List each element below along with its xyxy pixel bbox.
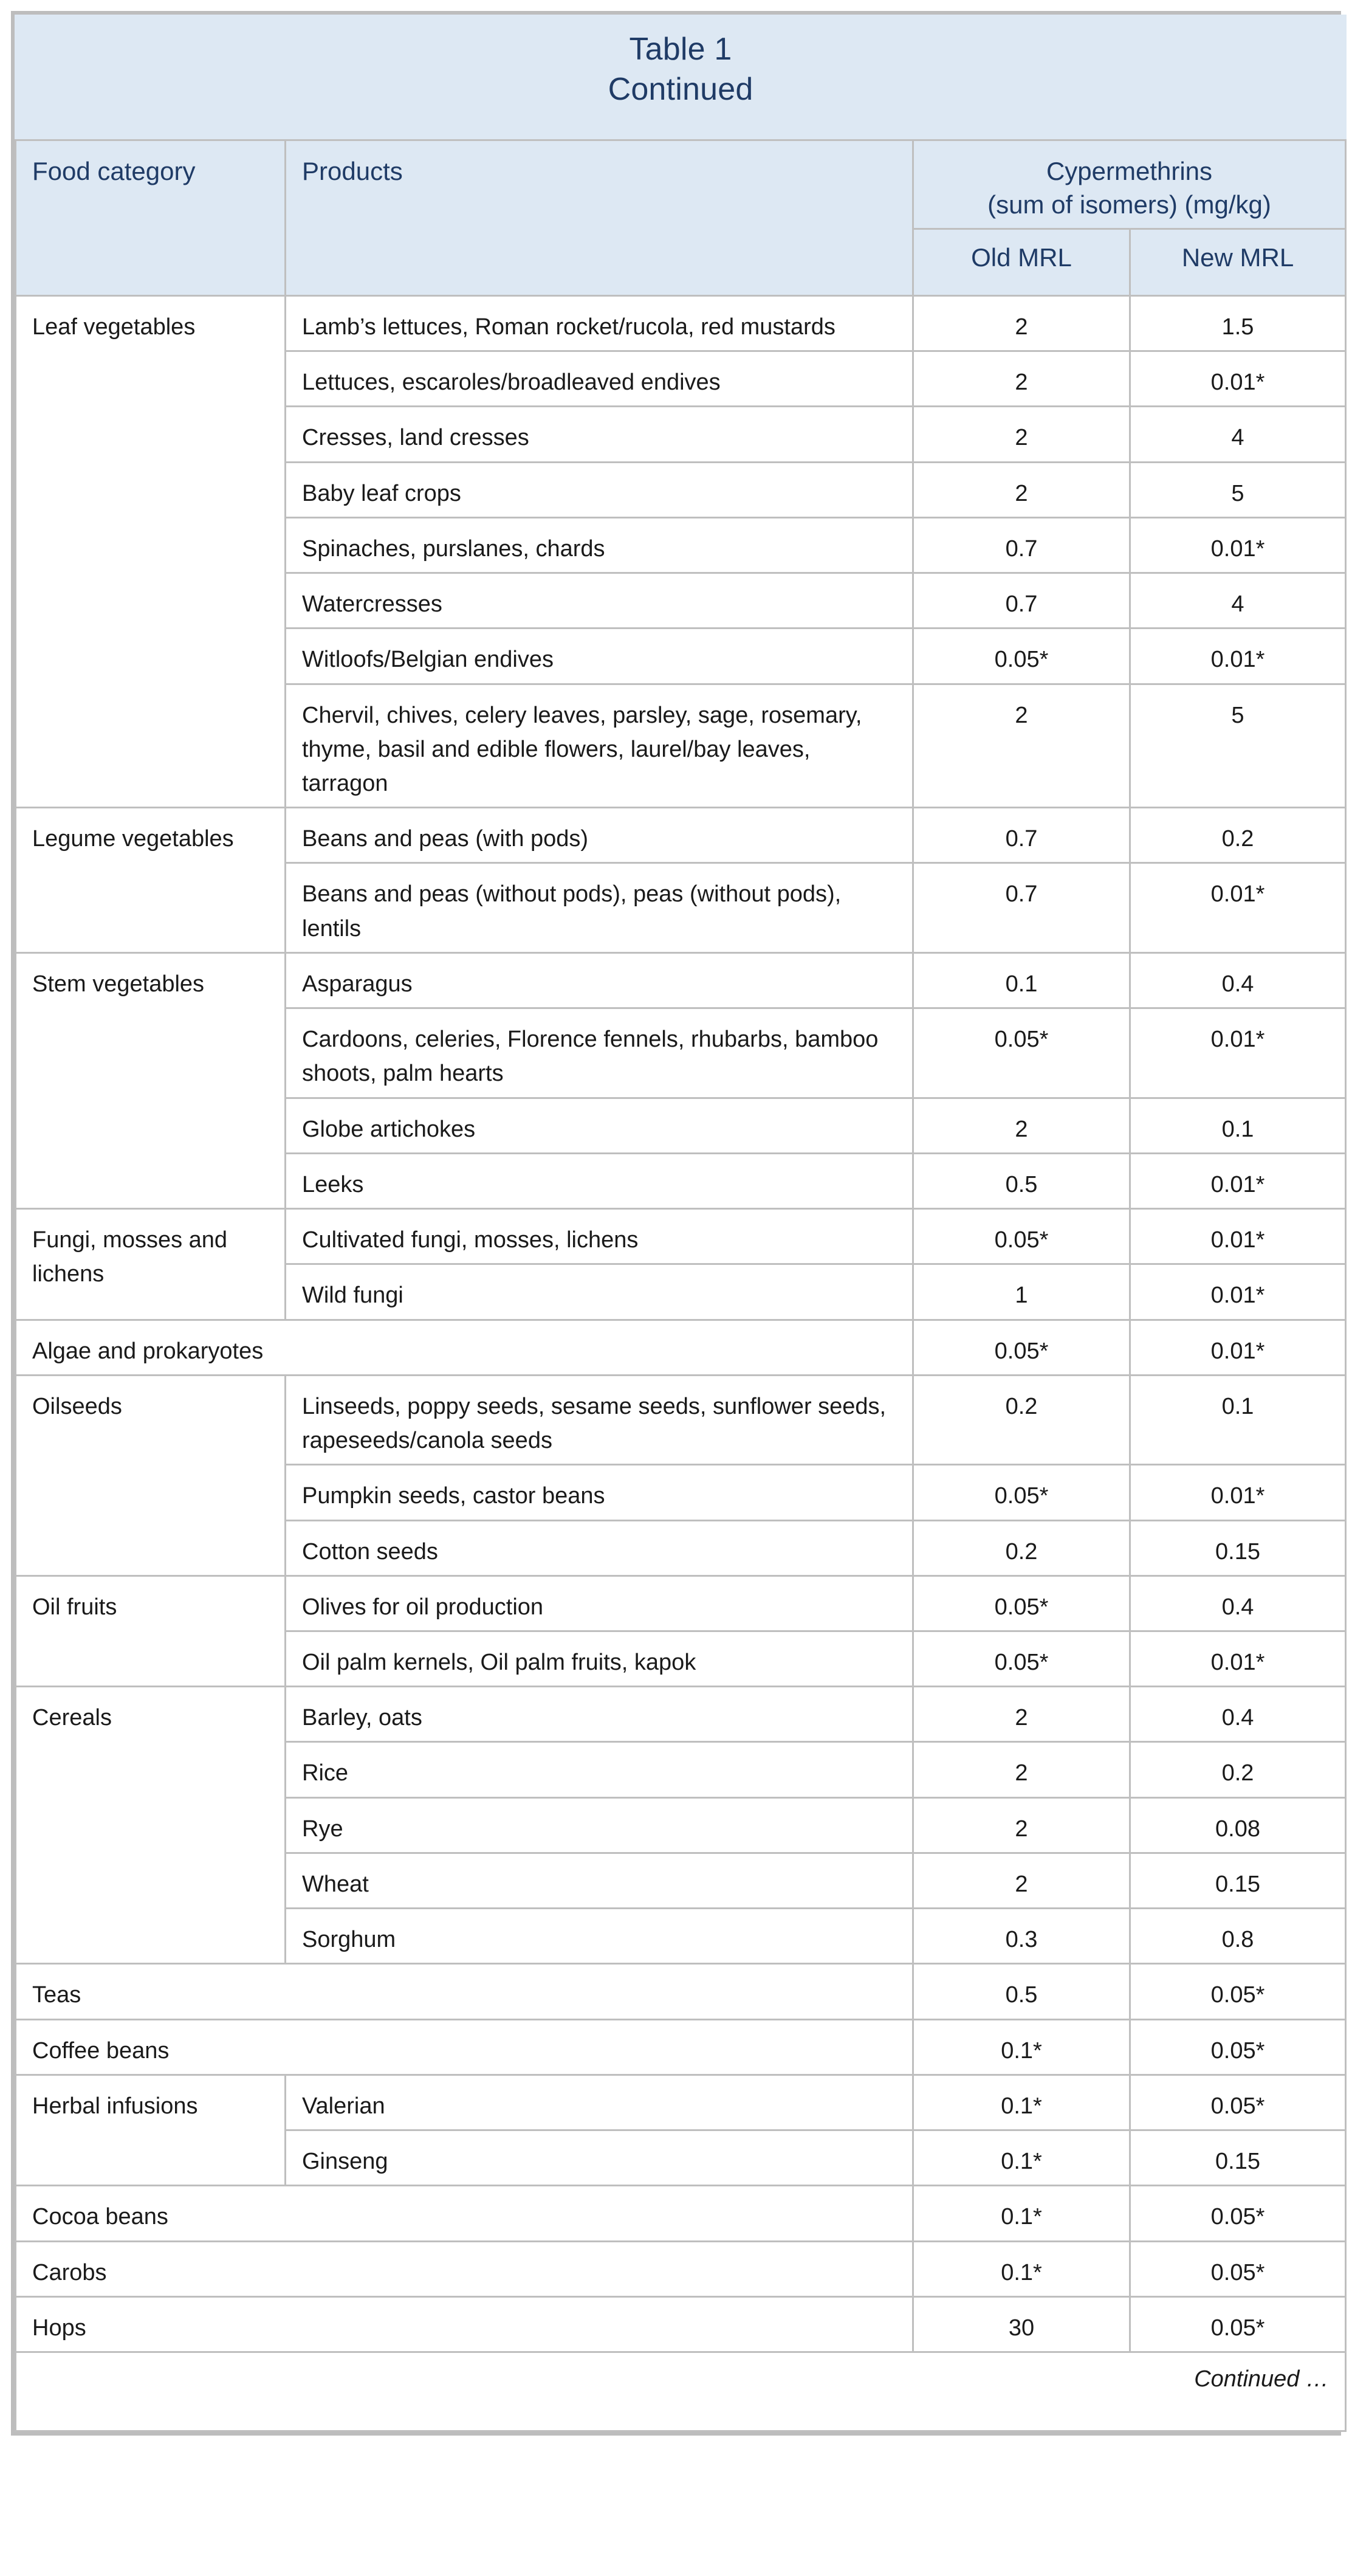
cell-old-mrl: 0.1*	[913, 2075, 1130, 2130]
cell-food-category: Leaf vegetables	[16, 295, 286, 807]
cell-product: Wheat	[286, 1853, 913, 1908]
table-row	[16, 1209, 1346, 1264]
cell-old-mrl: 0.3	[913, 1909, 1130, 1964]
cell-product: Beans and peas (without pods), peas (without pods), lentils	[286, 863, 913, 952]
table-title: Table 1	[629, 32, 732, 67]
cell-new-mrl: 0.2	[1130, 808, 1346, 863]
cell-old-mrl: 30	[913, 2296, 1130, 2352]
cell-new-mrl: 0.01*	[1130, 1209, 1346, 1264]
cell-old-mrl: 0.1	[913, 952, 1130, 1008]
cell-old-mrl: 2	[913, 407, 1130, 462]
cell-product: Valerian	[286, 2075, 913, 2130]
cell-old-mrl: 2	[913, 1853, 1130, 1908]
column-header-new-mrl: New MRL	[1130, 229, 1346, 295]
cell-product: Sorghum	[286, 1909, 913, 1964]
cell-new-mrl: 0.05*	[1130, 2186, 1346, 2241]
cell-new-mrl: 0.15	[1130, 1520, 1346, 1576]
table-row	[16, 2186, 1346, 2241]
cell-food-category: Oilseeds	[16, 1375, 286, 1576]
cell-new-mrl: 0.01*	[1130, 1264, 1346, 1320]
cell-food-category: Algae and prokaryotes	[16, 1320, 913, 1375]
cell-product: Asparagus	[286, 952, 913, 1008]
cell-old-mrl: 2	[913, 462, 1130, 517]
cell-product: Leeks	[286, 1153, 913, 1208]
cell-new-mrl: 0.05*	[1130, 2296, 1346, 2352]
cell-food-category: Stem vegetables	[16, 952, 286, 1208]
cell-product: Ginseng	[286, 2130, 913, 2186]
cell-new-mrl: 5	[1130, 462, 1346, 517]
cell-new-mrl: 0.01*	[1130, 1153, 1346, 1208]
cell-food-category: Legume vegetables	[16, 808, 286, 953]
column-header-food-category: Food category	[16, 140, 286, 296]
title-row	[16, 16, 1346, 140]
cell-old-mrl: 1	[913, 1264, 1130, 1320]
cell-old-mrl: 0.1*	[913, 2130, 1130, 2186]
cell-new-mrl: 0.01*	[1130, 1320, 1346, 1375]
cell-old-mrl: 2	[913, 351, 1130, 407]
table-footer	[16, 2352, 1346, 2431]
table-subtitle: Continued	[608, 71, 753, 107]
table-body	[16, 295, 1346, 2352]
column-header-old-mrl: Old MRL	[913, 229, 1130, 295]
table-container	[11, 11, 1341, 2436]
column-header-products: Products	[286, 140, 913, 296]
table-row	[16, 1375, 1346, 1464]
cell-new-mrl: 0.15	[1130, 2130, 1346, 2186]
cell-product: Barley, oats	[286, 1687, 913, 1742]
cell-old-mrl: 0.05*	[913, 1631, 1130, 1686]
cell-product: Baby leaf crops	[286, 462, 913, 517]
cell-old-mrl: 2	[913, 684, 1130, 808]
table-row	[16, 1576, 1346, 1631]
cell-new-mrl: 0.08	[1130, 1797, 1346, 1853]
cell-product: Rye	[286, 1797, 913, 1853]
cell-old-mrl: 2	[913, 1098, 1130, 1153]
cell-product: Watercresses	[286, 573, 913, 629]
cell-old-mrl: 0.7	[913, 517, 1130, 573]
cell-new-mrl: 0.05*	[1130, 2075, 1346, 2130]
cell-old-mrl: 0.7	[913, 808, 1130, 863]
cell-product: Cotton seeds	[286, 1520, 913, 1576]
cell-old-mrl: 0.1*	[913, 2186, 1130, 2241]
table-header	[16, 16, 1346, 296]
cell-old-mrl: 2	[913, 1687, 1130, 1742]
cell-old-mrl: 0.5	[913, 1964, 1130, 2019]
cell-product: Chervil, chives, celery leaves, parsley, sage, rosemary, thyme, basil and edible flowers, laurel/bay leaves, tarragon	[286, 684, 913, 808]
cell-new-mrl: 0.05*	[1130, 1964, 1346, 2019]
cell-old-mrl: 0.7	[913, 573, 1130, 629]
cell-product: Cultivated fungi, mosses, lichens	[286, 1209, 913, 1264]
column-header-analyte	[913, 140, 1346, 229]
continued-note: Continued …	[16, 2352, 1346, 2431]
cell-old-mrl: 0.5	[913, 1153, 1130, 1208]
cell-new-mrl: 0.01*	[1130, 1631, 1346, 1686]
footer-row	[16, 2352, 1346, 2431]
cell-new-mrl: 0.01*	[1130, 1008, 1346, 1098]
cell-new-mrl: 0.05*	[1130, 2019, 1346, 2075]
cell-old-mrl: 2	[913, 1797, 1130, 1853]
cell-old-mrl: 0.1*	[913, 2019, 1130, 2075]
cell-new-mrl: 0.05*	[1130, 2241, 1346, 2296]
cell-new-mrl: 1.5	[1130, 295, 1346, 351]
table-row	[16, 952, 1346, 1008]
cell-old-mrl: 0.05*	[913, 1008, 1130, 1098]
cell-product: Cresses, land cresses	[286, 407, 913, 462]
cell-new-mrl: 0.01*	[1130, 517, 1346, 573]
table-row	[16, 2241, 1346, 2296]
cell-product: Lamb’s lettuces, Roman rocket/rucola, red mustards	[286, 295, 913, 351]
cell-product: Linseeds, poppy seeds, sesame seeds, sunflower seeds, rapeseeds/canola seeds	[286, 1375, 913, 1464]
mrl-table	[15, 15, 1347, 2432]
cell-new-mrl: 4	[1130, 407, 1346, 462]
cell-food-category: Carobs	[16, 2241, 913, 2296]
cell-new-mrl: 0.01*	[1130, 629, 1346, 684]
cell-old-mrl: 0.2	[913, 1375, 1130, 1464]
cell-food-category: Herbal infusions	[16, 2075, 286, 2185]
cell-food-category: Fungi, mosses and lichens	[16, 1209, 286, 1320]
cell-new-mrl: 0.01*	[1130, 1465, 1346, 1520]
cell-product: Lettuces, escaroles/broadleaved endives	[286, 351, 913, 407]
table-row	[16, 1687, 1346, 1742]
header-row-top	[16, 140, 1346, 229]
cell-old-mrl: 0.05*	[913, 1465, 1130, 1520]
cell-food-category: Cereals	[16, 1687, 286, 1964]
table-row	[16, 295, 1346, 351]
table-row	[16, 2296, 1346, 2352]
cell-old-mrl: 2	[913, 295, 1130, 351]
cell-old-mrl: 0.05*	[913, 1320, 1130, 1375]
cell-product: Beans and peas (with pods)	[286, 808, 913, 863]
cell-old-mrl: 0.05*	[913, 1576, 1130, 1631]
cell-product: Rice	[286, 1742, 913, 1797]
analyte-name: Cypermethrins	[1046, 157, 1213, 185]
cell-food-category: Cocoa beans	[16, 2186, 913, 2241]
cell-new-mrl: 5	[1130, 684, 1346, 808]
table-row	[16, 1964, 1346, 2019]
cell-old-mrl: 0.2	[913, 1520, 1130, 1576]
cell-old-mrl: 2	[913, 1742, 1130, 1797]
cell-product: Witloofs/Belgian endives	[286, 629, 913, 684]
cell-food-category: Teas	[16, 1964, 913, 2019]
cell-product: Cardoons, celeries, Florence fennels, rhubarbs, bamboo shoots, palm hearts	[286, 1008, 913, 1098]
analyte-units: (sum of isomers) (mg/kg)	[987, 190, 1271, 219]
cell-old-mrl: 0.1*	[913, 2241, 1130, 2296]
table-row	[16, 2075, 1346, 2130]
cell-new-mrl: 0.4	[1130, 1576, 1346, 1631]
cell-new-mrl: 0.2	[1130, 1742, 1346, 1797]
cell-food-category: Coffee beans	[16, 2019, 913, 2075]
cell-food-category: Oil fruits	[16, 1576, 286, 1686]
cell-product: Globe artichokes	[286, 1098, 913, 1153]
cell-new-mrl: 0.01*	[1130, 351, 1346, 407]
cell-product: Wild fungi	[286, 1264, 913, 1320]
cell-new-mrl: 4	[1130, 573, 1346, 629]
cell-new-mrl: 0.4	[1130, 952, 1346, 1008]
table-row	[16, 1320, 1346, 1375]
cell-new-mrl: 0.4	[1130, 1687, 1346, 1742]
table-title-cell	[16, 16, 1346, 140]
cell-product: Pumpkin seeds, castor beans	[286, 1465, 913, 1520]
cell-old-mrl: 0.05*	[913, 1209, 1130, 1264]
table-row	[16, 808, 1346, 863]
cell-food-category: Hops	[16, 2296, 913, 2352]
cell-product: Oil palm kernels, Oil palm fruits, kapok	[286, 1631, 913, 1686]
cell-new-mrl: 0.1	[1130, 1098, 1346, 1153]
cell-new-mrl: 0.01*	[1130, 863, 1346, 952]
cell-product: Spinaches, purslanes, chards	[286, 517, 913, 573]
table-row	[16, 2019, 1346, 2075]
cell-old-mrl: 0.05*	[913, 629, 1130, 684]
cell-new-mrl: 0.1	[1130, 1375, 1346, 1464]
cell-product: Olives for oil production	[286, 1576, 913, 1631]
cell-new-mrl: 0.8	[1130, 1909, 1346, 1964]
cell-old-mrl: 0.7	[913, 863, 1130, 952]
cell-new-mrl: 0.15	[1130, 1853, 1346, 1908]
